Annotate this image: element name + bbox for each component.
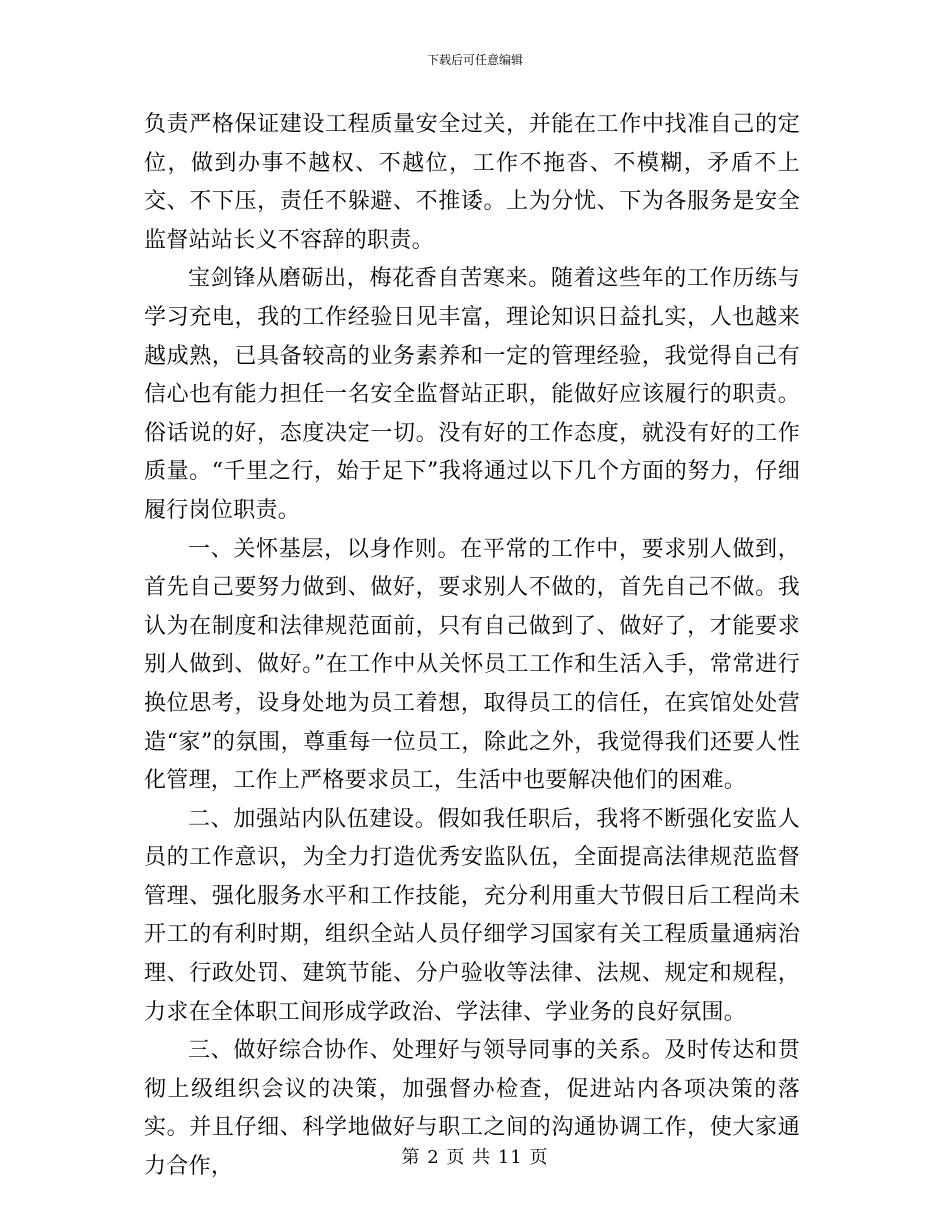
paragraph-5: 三、做好综合协作、处理好与领导同事的关系。及时传达和贯彻上级组织会议的决策，加强督办检查，促进站内各项决策的落实。并且仔细、科学地做好与职工之间的沟通协调工作，使大家通力合作， bbox=[144, 1038, 800, 1180]
paragraph-3: 一、关怀基层，以身作则。在平常的工作中，要求别人做到，首先自己要努力做到、做好，要求别人不做的，首先自己不做。我认为在制度和法律规范面前，只有自己做到了、做好了，才能要求别人做到、做好。”在工作中从关怀员工工作和生活入手，常常进行换位思考，设身处地为员工着想，取得员工的信任，在宾馆处处营造“家”的氛围，尊重每一位员工，除此之外，我觉得我们还要人性化管理，工作上严格要求员工，生活中也要解决他们的困难。 bbox=[144, 536, 800, 794]
page-header: 下载后可任意编辑 bbox=[426, 53, 523, 67]
paragraph-4: 二、加强站内队伍建设。假如我任职后，我将不断强化安监人员的工作意识，为全力打造优秀安监队伍，全面提高法律规范监督管理、强化服务水平和工作技能，充分利用重大节假日后工程尚未开工的有利时期，组织全站人员仔细学习国家有关工程质量通病治理、行政处罚、建筑节能、分户验收等法律、法规、规定和规程，力求在全体职工间形成学政治、学法律、学业务的良好氛围。 bbox=[144, 806, 800, 1025]
document-body bbox=[144, 106, 800, 1187]
paragraph-1: 负责严格保证建设工程质量安全过关，并能在工作中找准自己的定位，做到办事不越权、不越位，工作不拖沓、不模糊，矛盾不上交、不下压，责任不躲避、不推诿。上为分忧、下为各服务是安全监督站站长义不容辞的职责。 bbox=[144, 112, 800, 253]
page-number-footer: 第 2 页 共 11 页 bbox=[401, 1147, 549, 1168]
paragraph-2: 宝剑锋从磨砺出，梅花香自苦寒来。随着这些年的工作历练与学习充电，我的工作经验日见丰富，理论知识日益扎实，人也越来越成熟，已具备较高的业务素养和一定的管理经验，我觉得自己有信心也有能力担任一名安全监督站正职，能做好应该履行的职责。俗话说的好，态度决定一切。没有好的工作态度，就没有好的工作质量。“千里之行，始于足下”我将通过以下几个方面的努力，仔细履行岗位职责。 bbox=[144, 266, 800, 523]
